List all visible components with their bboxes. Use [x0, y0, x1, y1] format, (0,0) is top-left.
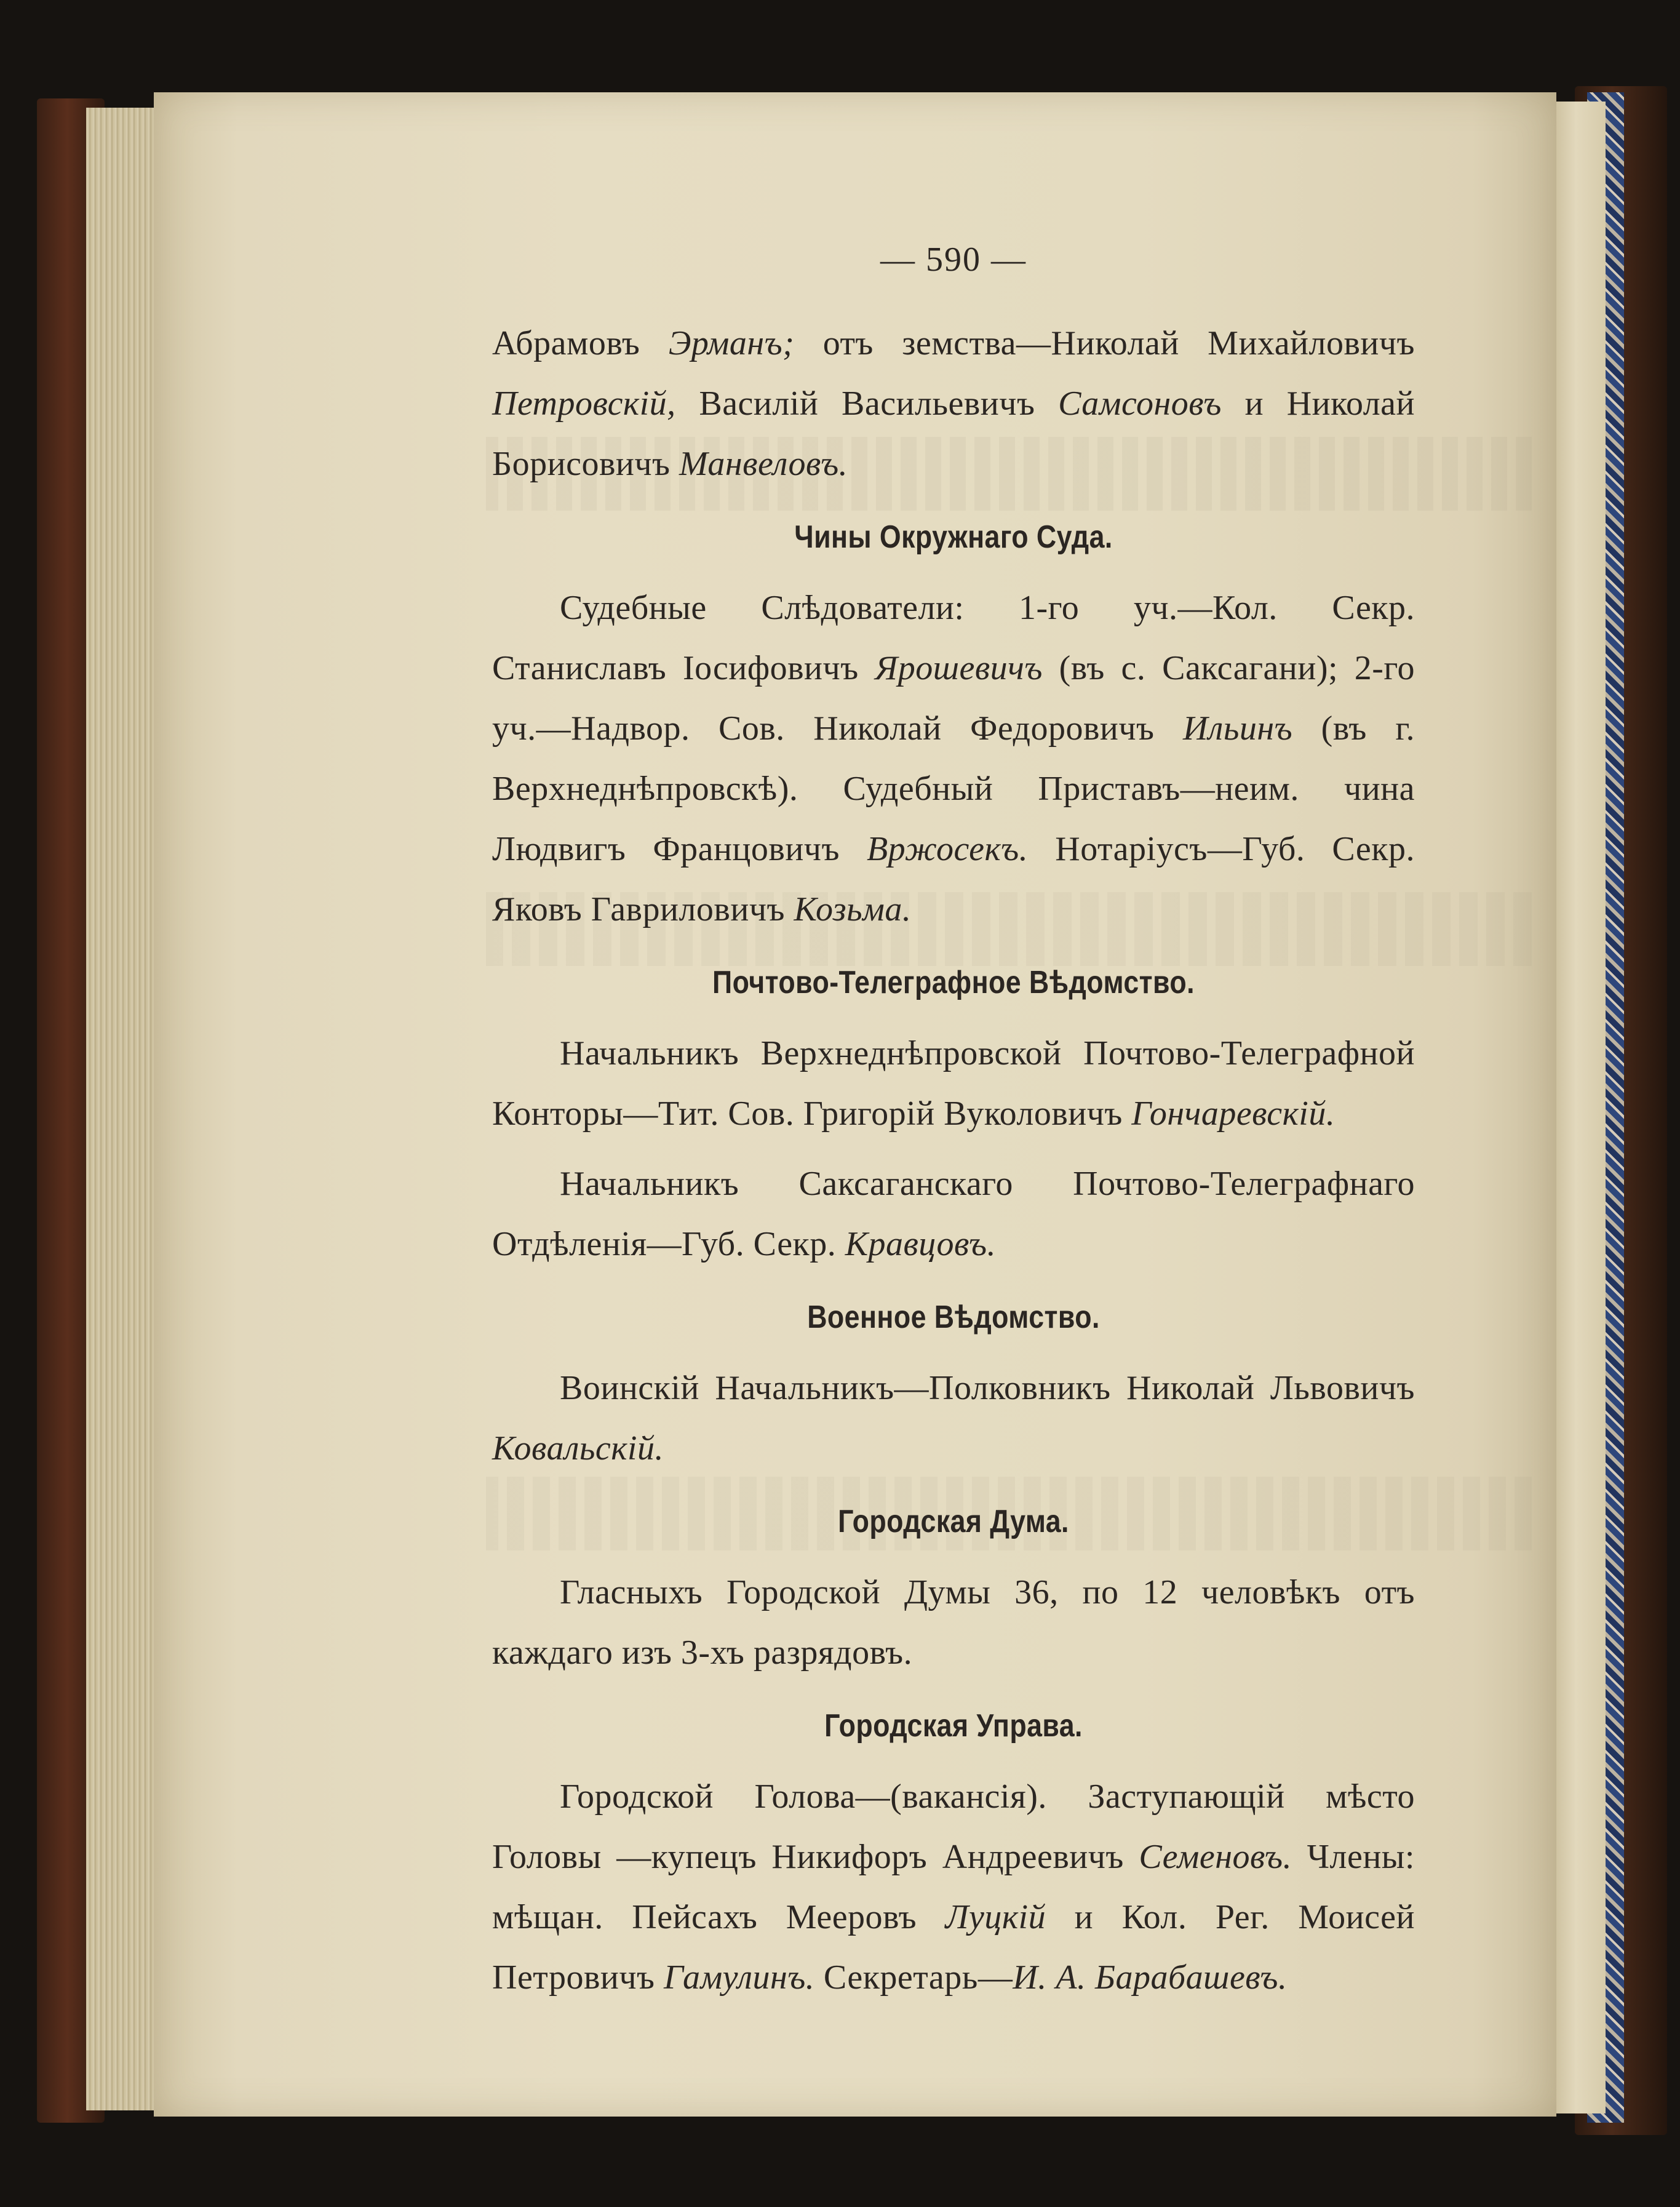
section-paragraph: Гласныхъ Городской Думы 36, по 12 человѣкъ отъ каждаго изъ 3-хъ разрядовъ. — [492, 1573, 1415, 1672]
surname: Луцкій — [945, 1898, 1046, 1936]
facing-page-edge — [1556, 102, 1606, 2113]
section-heading-court: Чины Окружнаго Суда. — [794, 519, 1113, 555]
section-paragraph: Начальникъ Верхнеднѣпровской Почтово-Телеграфной Конторы—Тит. Сов. Григорій Вуколовичъ Гончаревскій. — [492, 1034, 1415, 1133]
section-heading-city-board: Городская Управа. — [824, 1708, 1083, 1744]
surname: Ковальскій. — [492, 1429, 664, 1467]
surname: Вржосекъ. — [866, 830, 1029, 868]
surname: Ильинъ — [1182, 709, 1293, 748]
page-number: — 590 — — [880, 241, 1027, 279]
section-paragraph: Судебные Слѣдователи: 1-го уч.—Кол. Секр. Станиславъ Іосифовичъ Ярошевичъ (въ с. Саксагани); 2-го уч.—Надвор. Сов. Николай Федоровичъ Ильинъ (въ г. Верхнеднѣпровскѣ). Судебный Приставъ—неим. чина Людвигъ Францовичъ Вржосекъ. Нотаріусъ—Губ. Секр. Яковъ Гавриловичъ Козьма. — [492, 589, 1415, 928]
page-edges — [86, 108, 160, 2110]
surname: Эрманъ; — [668, 324, 795, 362]
surname: Гончаревскій. — [1131, 1095, 1336, 1133]
surname: Кравцовъ. — [845, 1225, 997, 1263]
surname: Ярошевичъ — [875, 649, 1043, 687]
section-paragraph: Городской Голова—(вакансія). Заступающій мѣсто Головы —купецъ Никифоръ Андреевичъ Семеновъ. Члены: мѣщан. Пейсахъ Мееровъ Луцкій и Кол. Рег. Моисей Петровичъ Гамулинъ. Секретарь—И. А. Барабашевъ. — [492, 1778, 1415, 1997]
section-heading-military: Военное Вѣдомство. — [807, 1299, 1100, 1335]
page-text — [492, 240, 1415, 2008]
surname: Козьма. — [794, 890, 912, 928]
section-paragraph: Начальникъ Саксаганскаго Почтово-Телеграфнаго Отдѣленія—Губ. Секр. Кравцовъ. — [492, 1165, 1415, 1263]
surname: Петровскій, — [492, 385, 676, 423]
surname: Самсоновъ — [1058, 385, 1222, 423]
surname: Семеновъ. — [1139, 1838, 1292, 1876]
section-heading-city-duma: Городская Дума. — [838, 1504, 1069, 1539]
section-heading-post: Почтово-Телеграфное Вѣдомство. — [712, 965, 1195, 1000]
surname: И. А. Барабашевъ. — [1013, 1958, 1288, 1997]
surname: Манвеловъ. — [679, 445, 848, 483]
surname: Гамулинъ. — [663, 1958, 815, 1997]
section-paragraph: Воинскій Начальникъ—Полковникъ Николай Львовичъ Ковальскій. — [492, 1369, 1415, 1467]
intro-paragraph: Абрамовъ Эрманъ; отъ земства—Николай Михайловичъ Петровскій, Василій Васильевичъ Самсоновъ и Николай Борисовичъ Манвеловъ. — [492, 324, 1415, 483]
